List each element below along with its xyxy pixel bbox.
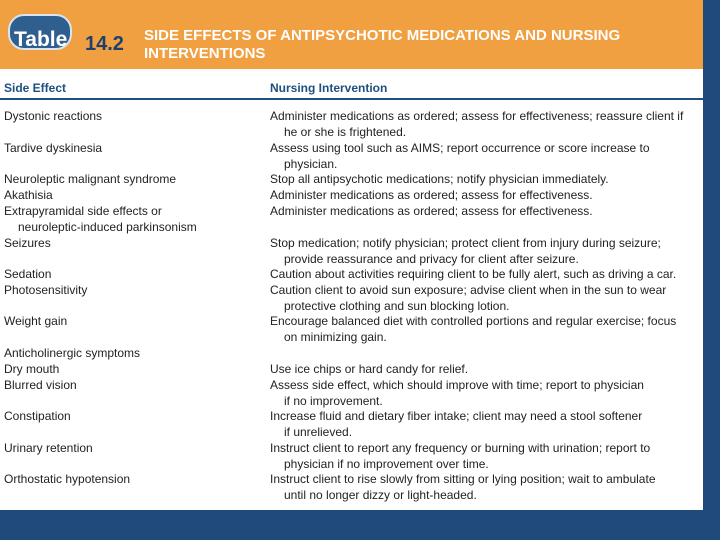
side-effect-cell: Tardive dyskinesia <box>4 141 103 155</box>
nursing-intervention-cell: he or she is frightened. <box>284 124 407 139</box>
nursing-intervention-cell: Administer medications as ordered; assess for effectiveness. <box>270 188 593 202</box>
side-effect-cell: Dystonic reactions <box>4 109 103 123</box>
table-title-line-2: INTERVENTIONS <box>144 45 266 62</box>
column-header-side-effect: Side Effect <box>4 81 67 95</box>
nursing-intervention-cell: Instruct client to rise slowly from sitting or lying position; wait to ambulate <box>270 472 656 486</box>
column-header-nursing-intervention: Nursing Intervention <box>270 81 388 95</box>
side-effect-cell: Constipation <box>4 409 71 423</box>
nursing-intervention-cell: provide reassurance and privacy for client after seizure. <box>284 251 579 266</box>
nursing-intervention-cell: on minimizing gain. <box>284 329 387 344</box>
table-number: 14.2 <box>85 33 124 55</box>
side-effect-cell: neuroleptic-induced parkinsonism <box>18 219 197 234</box>
nursing-intervention-cell: Administer medications as ordered; assess for effectiveness. <box>270 204 593 218</box>
nursing-intervention-cell: Caution client to avoid sun exposure; advise client when in the sun to wear <box>270 283 667 297</box>
side-effect-cell: Sedation <box>4 267 52 281</box>
side-effect-cell: Seizures <box>4 236 51 250</box>
side-effect-cell: Anticholinergic symptoms <box>4 346 141 360</box>
nursing-intervention-cell: protective clothing and sun blocking lotion. <box>284 298 510 313</box>
table-title-line-1: SIDE EFFECTS OF ANTIPSYCHOTIC MEDICATIONS AND NURSING <box>144 27 621 44</box>
side-effect-cell: Weight gain <box>4 314 68 328</box>
nursing-intervention-cell: Administer medications as ordered; assess for effectiveness; reassure client if <box>270 109 684 123</box>
nursing-intervention-cell: Use ice chips or hard candy for relief. <box>270 362 469 376</box>
nursing-intervention-cell: Encourage balanced diet with controlled portions and regular exercise; focus <box>270 314 677 328</box>
nursing-intervention-cell: Caution about activities requiring client to be fully alert, such as driving a car. <box>270 267 677 281</box>
nursing-intervention-cell: Stop all antipsychotic medications; notify physician immediately. <box>270 172 609 186</box>
nursing-intervention-cell: if no improvement. <box>284 393 383 408</box>
header-divider <box>0 98 703 100</box>
nursing-intervention-cell: Assess using tool such as AIMS; report occurrence or score increase to <box>270 141 650 155</box>
side-effect-cell: Urinary retention <box>4 441 93 455</box>
nursing-intervention-cell: Increase fluid and dietary fiber intake; client may need a stool softener <box>270 409 643 423</box>
side-effect-cell: Photosensitivity <box>4 283 88 297</box>
table-badge-label: Table <box>14 28 68 51</box>
side-effect-cell: Extrapyramidal side effects or <box>4 204 162 218</box>
nursing-intervention-cell: Stop medication; notify physician; protect client from injury during seizure; <box>270 236 661 250</box>
side-effect-cell: Akathisia <box>4 188 53 202</box>
table-title <box>144 27 684 63</box>
table-header-banner <box>0 0 703 69</box>
side-effect-cell: Dry mouth <box>4 362 60 376</box>
nursing-intervention-cell: physician if no improvement over time. <box>284 456 489 471</box>
side-effect-cell: Neuroleptic malignant syndrome <box>4 172 177 186</box>
nursing-intervention-cell: Assess side effect, which should improve with time; report to physician <box>270 378 644 392</box>
nursing-intervention-cell: physician. <box>284 156 338 171</box>
nursing-intervention-cell: until no longer dizzy or light-headed. <box>284 487 477 502</box>
side-effect-cell: Orthostatic hypotension <box>4 472 131 486</box>
nursing-intervention-cell: Instruct client to report any frequency or burning with urination; report to <box>270 441 651 455</box>
side-effect-cell: Blurred vision <box>4 378 77 392</box>
nursing-intervention-cell: if unrelieved. <box>284 424 353 439</box>
